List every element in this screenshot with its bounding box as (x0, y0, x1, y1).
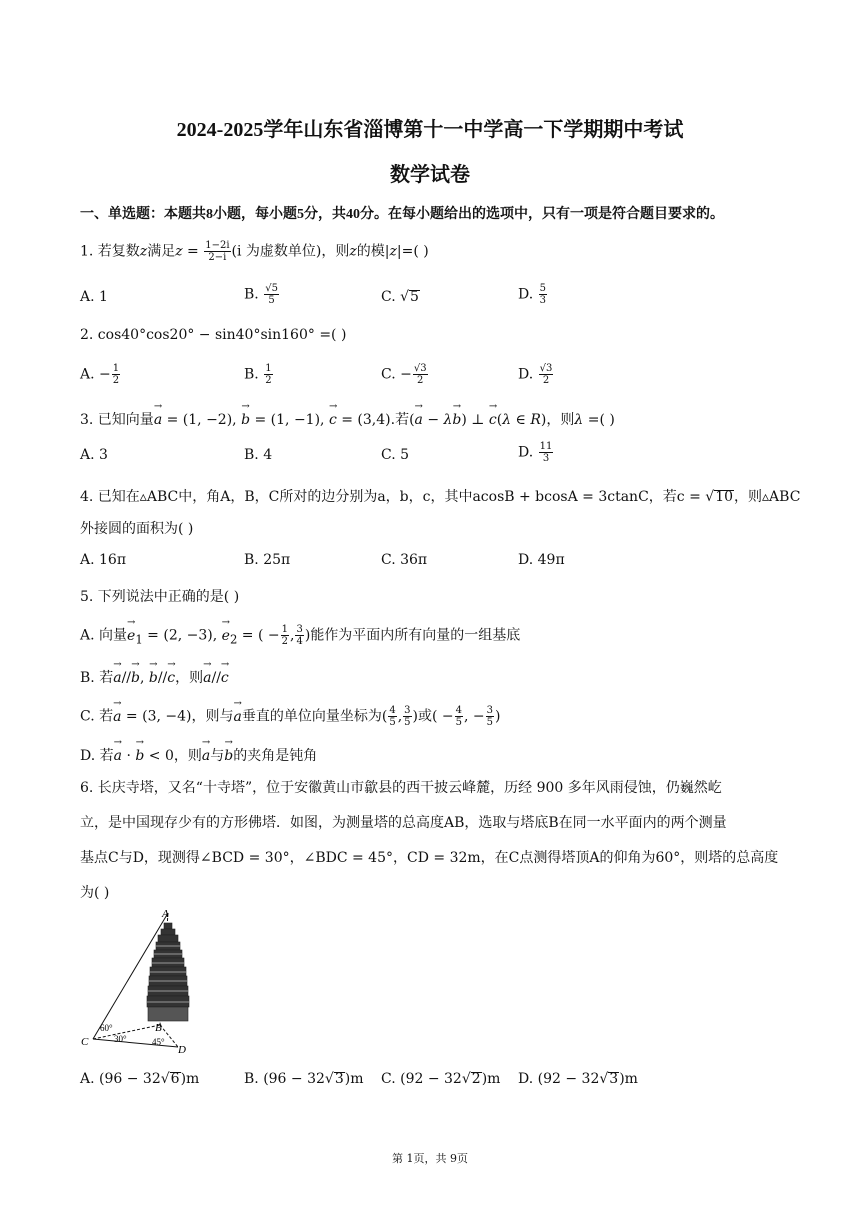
q6-option-c: C. (92 − 32√2)m (381, 1071, 501, 1087)
q5-option-a: A. 向量→ $e_1 = (2$, −3), → $e_2$ = ( − $\frac{1}{2}$ , $\frac{3}{4}$ )能作为平面内所有向量的一组基底 (80, 624, 520, 647)
question-6-line3: 基点C与D，现测得∠BCD = 30°，∠BDC = 45°，CD = 32m，在C点测得塔顶A的仰角为60°，则塔的总高度 (80, 850, 779, 866)
pagoda-figure (78, 905, 198, 1057)
exam-title: 2024-2025学年山东省淄博第十一中学高一下学期期中考试 (176, 119, 684, 141)
q6-option-a: A. (96 − 32√6)m (80, 1071, 200, 1087)
question-6-line4: 为( ) (80, 885, 110, 901)
section-heading: 一、单选题：本题共8小题，每小题5分，共40分。在每小题给出的选项中，只有一项是符合题目要求的。 (80, 207, 724, 222)
q4-option-b: B. 25π (244, 552, 291, 568)
exam-subtitle: 数学试卷 (390, 164, 470, 186)
question-2: 2. cos40°cos20° − sin40°sin160° =( ) (80, 327, 347, 343)
q5-option-d: D. 若→ a · → b < 0，则→ a与→ b的夹角是钝角 (80, 745, 317, 765)
question-4: 4. 已知在▵ABC中，角A，B，C所对的边分别为a，b，c，其中acosB + bcosA = 3ctanC，若c = √10，则▵ABC (80, 489, 801, 505)
question-5: 5. 下列说法中正确的是( ) (80, 589, 240, 605)
q2-option-b: B. $\frac{1}{2}$ (244, 363, 272, 386)
q2-option-a: A. − $\frac{1}{2}$ (80, 363, 120, 386)
q3-option-b: B. 4 (244, 447, 273, 463)
page-footer: 第 1页，共 9页 (392, 1152, 468, 1165)
angle-45: 45° (152, 1037, 165, 1047)
label-d: D (178, 1044, 186, 1056)
q2-option-d: D. $\frac{√3}{2}$ (518, 363, 553, 386)
q1-option-a: A. 1 (80, 289, 108, 305)
label-b: B (155, 1022, 162, 1034)
q4-option-d: D. 49π (518, 552, 565, 568)
q3-option-d: D. $\frac{11}{3}$ (518, 441, 553, 464)
q3-option-c: C. 5 (381, 447, 410, 463)
q4-option-a: A. 16π (80, 552, 127, 568)
q4-option-c: C. 36π (381, 552, 428, 568)
q1-option-c: C. √5 (381, 289, 419, 305)
q1-option-d: D. $\frac{5}{3}$ (518, 283, 547, 306)
line-cd (93, 1039, 178, 1047)
question-6-line2: 立，是中国现存少有的方形佛塔．如图，为测量塔的总高度AB，选取与塔底B在同一水平面内的两个测量 (80, 815, 727, 831)
q5-option-c: C. 若→ a = (3, −4)，则与→ a垂直的单位向量坐标为( $\frac{4}{5}$ , $\frac{3}{5}$ )或( − $\frac{4}{5}$ , − $\frac{3}{5}$ ) (80, 705, 501, 728)
q5-option-b: B. 若→ a//→ b, → b//→ c，则→ a//→ c (80, 667, 229, 687)
question-1: 1. 若复数z满足z = $\frac{1-2i}{2-i}$ (i 为虚数单位)，则z的模|z|=( ) (80, 240, 429, 263)
q6-option-b: B. (96 − 32√3)m (244, 1071, 364, 1087)
question-3: 3. 已知向量→ a = (1, −2), → b = (1, −1), → c = (3,4).若(→ a − λ→ b) ⊥ → c(λ ∈ R)，则λ =( ) (80, 409, 615, 429)
angle-30: 30° (114, 1034, 127, 1044)
question-4-cont: 外接圆的面积为( ) (80, 521, 194, 537)
q1-option-b: B. $\frac{√5}{5}$ (244, 283, 278, 306)
angle-60: 60° (100, 1023, 113, 1033)
question-6: 6. 长庆寺塔，又名“十寺塔”，位于安徽黄山市歙县的西干披云峰麓，历经 900 多年风雨侵蚀，仍巍然屹 (80, 780, 722, 796)
q2-option-c: C. − $\frac{√3}{2}$ (381, 363, 427, 386)
q6-option-d: D. (92 − 32√3)m (518, 1071, 638, 1087)
label-a: A (162, 908, 169, 920)
label-c: C (81, 1036, 89, 1048)
q3-option-a: A. 3 (80, 447, 108, 463)
